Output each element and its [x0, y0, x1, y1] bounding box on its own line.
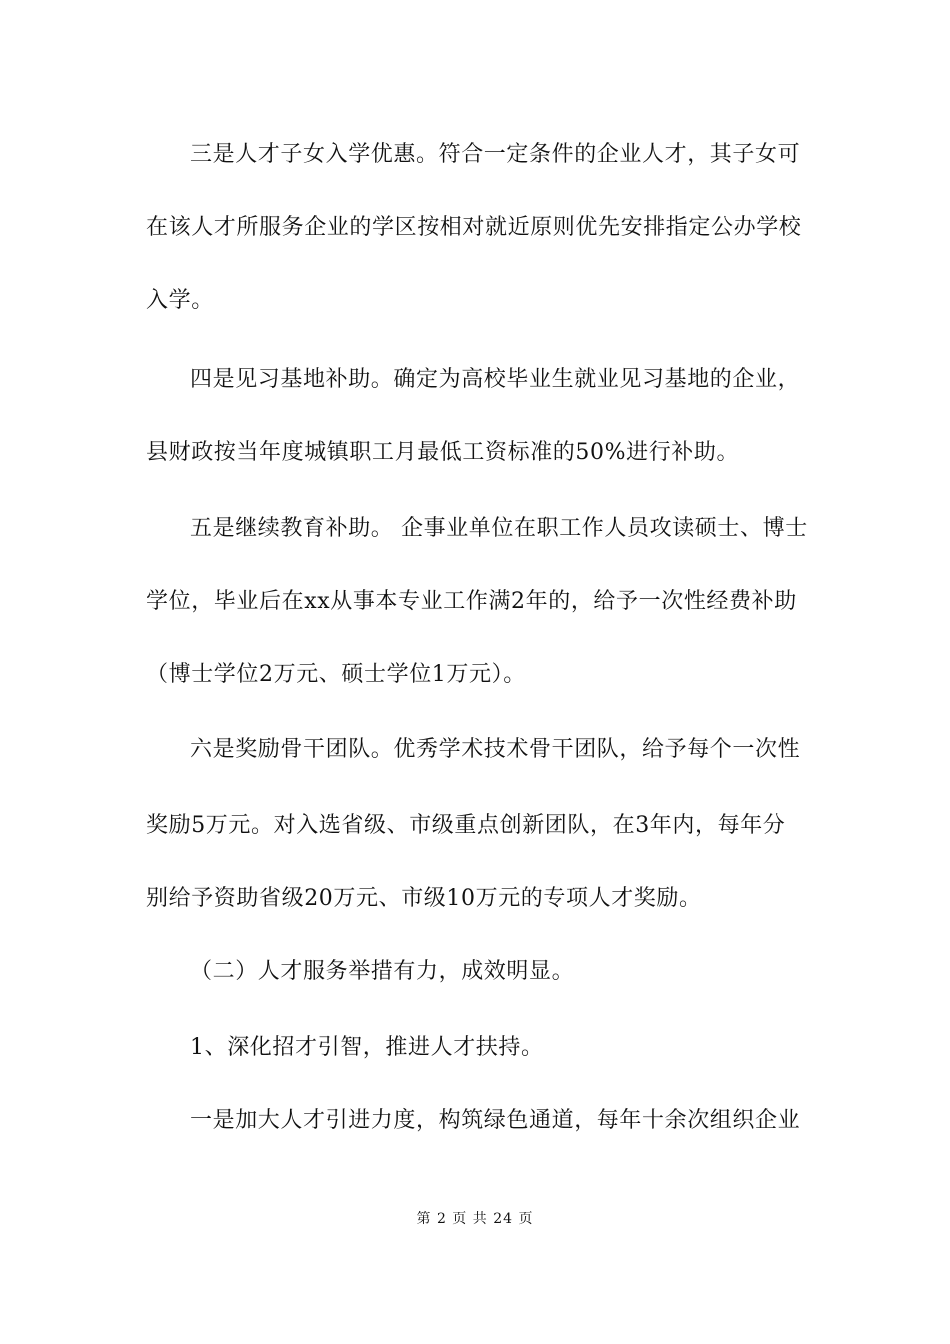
- paragraph-line: 别给予资助省级20万元、市级10万元的专项人才奖励。: [146, 886, 702, 911]
- paragraph-line: （博士学位2万元、硕士学位1万元）。: [146, 662, 526, 687]
- paragraph-line: 奖励5万元。对入选省级、市级重点创新团队，在3年内，每年分: [146, 813, 786, 838]
- paragraph-line: 一是加大人才引进力度，构筑绿色通道，每年十余次组织企业: [190, 1108, 801, 1133]
- paragraph-line: 四是见习基地补助。确定为高校毕业生就业见习基地的企业，: [190, 367, 801, 392]
- subsection-heading: 1、深化招才引智，推进人才扶持。: [190, 1035, 544, 1060]
- section-heading: （二）人才服务举措有力，成效明显。: [190, 959, 575, 984]
- paragraph-line: 五是继续教育补助。 企事业单位在职工作人员攻读硕士、博士: [190, 516, 808, 541]
- paragraph-line: 在该人才所服务企业的学区按相对就近原则优先安排指定公办学校: [146, 215, 802, 240]
- paragraph-line: 县财政按当年度城镇职工月最低工资标准的50%进行补助。: [146, 440, 740, 465]
- paragraph-line: 六是奖励骨干团队。优秀学术技术骨干团队，给予每个一次性: [190, 737, 801, 762]
- paragraph-line: 入学。: [146, 288, 214, 313]
- paragraph-line: 学位，毕业后在xx从事本专业工作满2年的，给予一次性经费补助: [146, 589, 797, 614]
- page-footer: 第 2 页 共 24 页: [416, 1211, 534, 1227]
- paragraph-line: 三是人才子女入学优惠。符合一定条件的企业人才，其子女可: [190, 142, 801, 167]
